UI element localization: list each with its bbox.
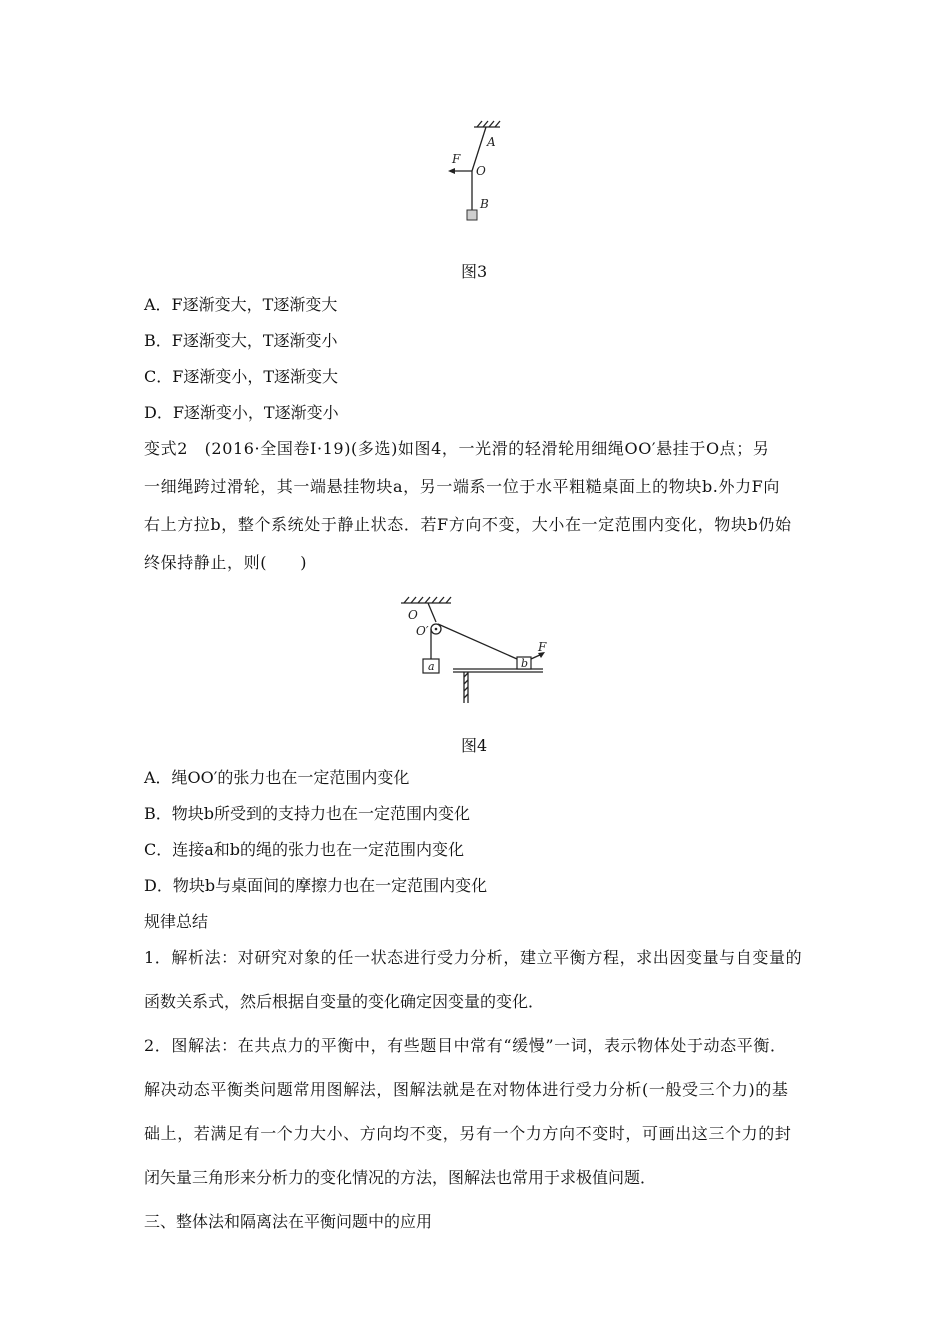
summary-line-1: 1．解析法：对研究对象的任一状态进行受力分析，建立平衡方程，求出因变量与自变量的 bbox=[144, 948, 803, 967]
option-3d: D．F逐渐变小，T逐渐变小 bbox=[144, 403, 339, 422]
label-block-b: b bbox=[521, 657, 529, 670]
variant2-line-4: 终保持静止，则( ) bbox=[144, 553, 308, 572]
label-B: B bbox=[480, 197, 489, 211]
summary-line-2: 函数关系式，然后根据自变量的变化确定因变量的变化． bbox=[144, 992, 545, 1011]
option-4a: A．绳OO′的张力也在一定范围内变化 bbox=[144, 768, 410, 787]
summary-line-4: 解决动态平衡类问题常用图解法，图解法就是在对物体进行受力分析(一般受三个力)的基 bbox=[144, 1080, 789, 1099]
figure-4-caption: 图4 bbox=[461, 736, 488, 755]
variant2-line-3: 右上方拉b，整个系统处于静止状态．若F方向不变，大小在一定范围内变化，物块b仍始 bbox=[144, 515, 792, 534]
label-O: O bbox=[476, 164, 486, 178]
figure-3-caption: 图3 bbox=[461, 262, 488, 281]
summary-line-5: 础上，若满足有一个力大小、方向均不变，另有一个力方向不变时，可画出这三个力的封 bbox=[144, 1124, 792, 1143]
figure-4-diagram bbox=[395, 595, 555, 707]
option-3b: B．F逐渐变大，T逐渐变小 bbox=[144, 331, 338, 350]
summary-line-3: 2．图解法：在共点力的平衡中，有些题目中常有“缓慢”一词，表示物体处于动态平衡． bbox=[144, 1036, 787, 1055]
label-A: A bbox=[487, 135, 496, 149]
label-force-F: F bbox=[538, 640, 547, 654]
summary-heading: 规律总结 bbox=[144, 912, 209, 931]
option-4d: D．物块b与桌面间的摩擦力也在一定范围内变化 bbox=[144, 876, 488, 895]
label-block-a: a bbox=[428, 660, 435, 673]
section-3-heading: 三、整体法和隔离法在平衡问题中的应用 bbox=[144, 1212, 433, 1231]
label-F: F bbox=[452, 152, 461, 166]
figure-3-diagram bbox=[430, 118, 520, 230]
variant2-line-2: 一细绳跨过滑轮，其一端悬挂物块a，另一端系一位于水平粗糙桌面上的物块b.外力F向 bbox=[144, 477, 780, 496]
option-4b: B．物块b所受到的支持力也在一定范围内变化 bbox=[144, 804, 471, 823]
summary-line-6: 闭矢量三角形来分析力的变化情况的方法，图解法也常用于求极值问题． bbox=[144, 1168, 657, 1187]
option-4c: C．连接a和b的绳的张力也在一定范围内变化 bbox=[144, 840, 465, 859]
option-3a: A．F逐渐变大，T逐渐变大 bbox=[144, 295, 338, 314]
label-O-point: O bbox=[408, 608, 418, 622]
label-O-prime: O′ bbox=[416, 624, 429, 638]
variant2-line-1: 变式2 (2016·全国卷Ⅰ·19)(多选)如图4，一光滑的轻滑轮用细绳OO′悬挂于O点；另 bbox=[144, 439, 770, 458]
option-3c: C．F逐渐变小，T逐渐变大 bbox=[144, 367, 339, 386]
